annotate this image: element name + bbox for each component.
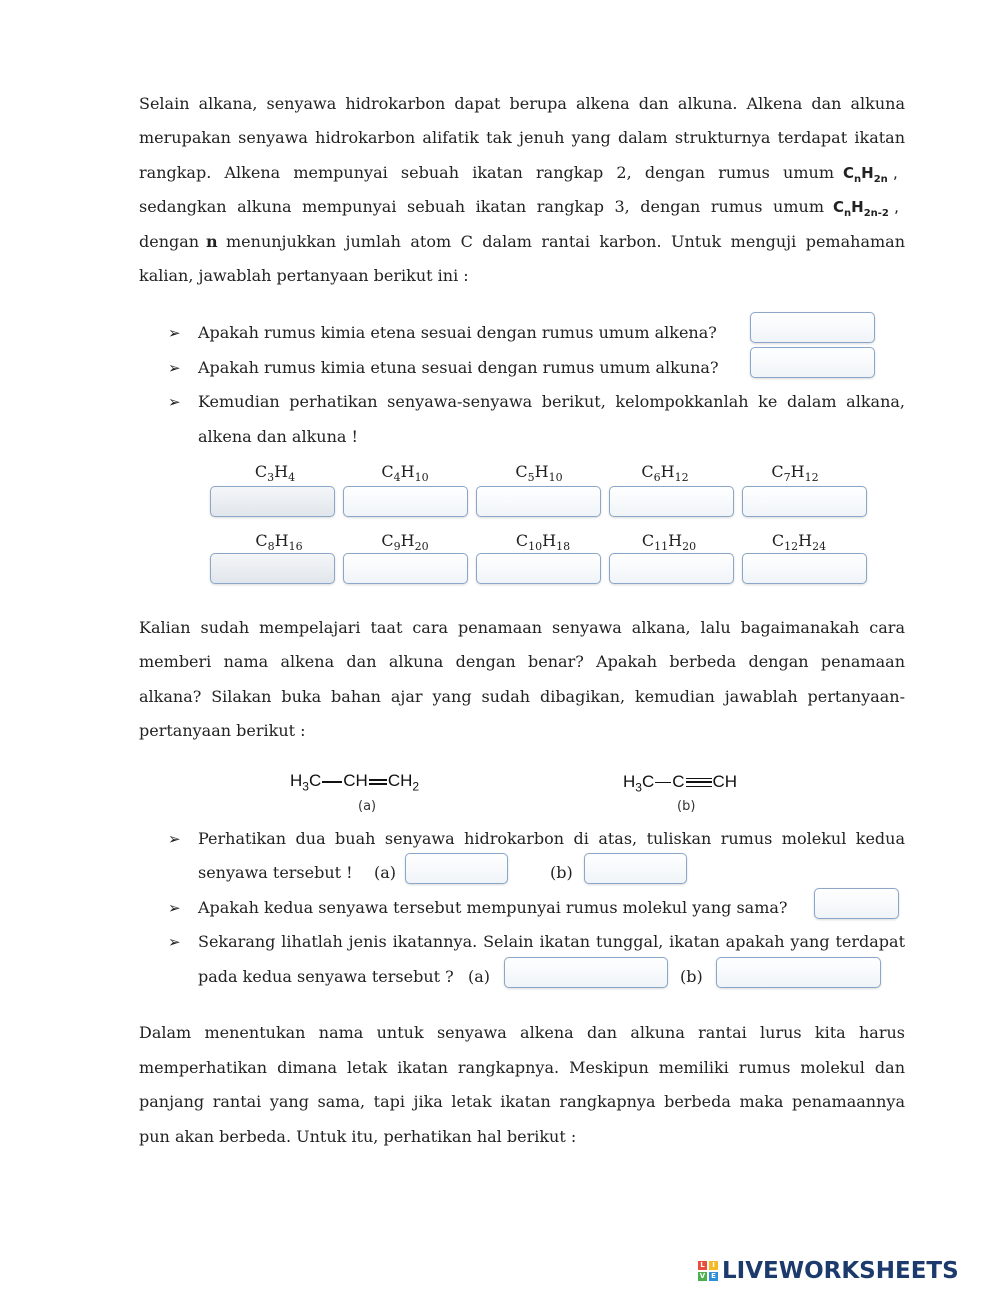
question-etuna: Apakah rumus kimia etuna sesuai dengan rumus umum alkuna? [198,358,719,377]
formula-label: $C_3H_4$ [254,462,296,485]
double-bond [369,779,387,785]
closing-line-1: Dalam menentukan nama untuk senyawa alkena dan alkuna rantai lurus kita harus [139,1023,905,1042]
question-formula-line-2: senyawa tersebut ! [198,863,353,882]
arrow-bullet-icon: ➢ [168,899,181,917]
formula-label: $C_{11}H_{20}$ [641,531,697,554]
classify-answer-input[interactable] [210,553,335,584]
same-formula-answer-input[interactable] [814,888,899,919]
classify-answer-input[interactable] [476,553,601,584]
structure-b-caption: (b) [677,799,696,814]
arrow-bullet-icon: ➢ [168,359,181,377]
closing-line-3: panjang rantai yang sama, tapi jika letak ikatan rangkapnya berbeda maka penamaannya [139,1092,905,1111]
answer-etuna-input[interactable] [750,347,875,378]
formula-label: $C_7H_{12}$ [771,462,819,485]
formula-label: $C_{10}H_{18}$ [515,531,571,554]
naming-line-4: pertanyaan berikut : [139,721,306,740]
molecular-formula-b-input[interactable] [584,853,687,884]
alkene-general-formula: $C_nH_{2n}$ , [843,164,898,185]
formula-label: $C_9H_{20}$ [381,531,429,554]
arrow-bullet-icon: ➢ [168,933,181,951]
structure-a-formula: $H_3C$ CH $CH_2$ [290,771,420,794]
intro-line-6: kalian, jawablah pertanyaan berikut ini : [139,266,469,285]
molecular-formula-a-input[interactable] [405,853,508,884]
formula-label: $C_5H_{10}$ [515,462,563,485]
bond-type-a-input[interactable] [504,957,668,988]
classify-answer-input[interactable] [742,486,867,517]
arrow-bullet-icon: ➢ [168,830,181,848]
question-formula-line-1: Perhatikan dua buah senyawa hidrokarbon di atas, tuliskan rumus molekul kedua [198,829,905,848]
arrow-bullet-icon: ➢ [168,393,181,411]
logo-block: L [698,1261,707,1270]
classify-answer-input[interactable] [609,553,734,584]
classify-answer-input[interactable] [343,486,468,517]
logo-text: LIVEWORKSHEETS [722,1258,959,1284]
classify-answer-input[interactable] [343,553,468,584]
intro-line-5-start: dengan [139,232,200,251]
formula-label: $C_4H_{10}$ [381,462,429,485]
label-a: (a) [374,863,397,882]
logo-block: I [709,1261,718,1270]
question-classify-line-2: alkena dan alkuna ! [198,427,358,446]
liveworksheets-logo[interactable] [698,1256,959,1286]
classify-answer-input[interactable] [742,553,867,584]
structure-a-caption: (a) [358,799,377,814]
formula-label: $C_6H_{12}$ [641,462,689,485]
classify-answer-input[interactable] [210,486,335,517]
classify-answer-input[interactable] [609,486,734,517]
bond-type-b-input[interactable] [716,957,881,988]
bond-label-a: (a) [468,967,491,986]
arrow-bullet-icon: ➢ [168,324,181,342]
n-symbol: n [206,232,218,251]
naming-line-3: alkana? Silakan buka bahan ajar yang sudah dibagikan, kemudian jawablah pertanyaan- [139,687,905,706]
structure-b-formula: $H_3C$ C CH [623,772,738,795]
question-etena: Apakah rumus kimia etena sesuai dengan rumus umum alkena? [198,323,717,342]
question-classify-line-1: Kemudian perhatikan senyawa-senyawa berikut, kelompokkanlah ke dalam alkana, [198,392,905,411]
bond-label-b: (b) [680,967,703,986]
single-bond [322,781,342,783]
closing-line-2: memperhatikan dimana letak ikatan rangkapnya. Meskipun memiliki rumus molekul dan [139,1058,905,1077]
triple-bond [686,778,712,787]
formula-label: $C_8H_{16}$ [255,531,303,554]
intro-line-4: sedangkan alkuna mempunyai sebuah ikatan rangkap 3, dengan rumus umum [139,197,824,216]
answer-etena-input[interactable] [750,312,875,343]
naming-line-2: memberi nama alkena dan alkuna dengan benar? Apakah berbeda dengan penamaan [139,652,905,671]
intro-line-3: rangkap. Alkena mempunyai sebuah ikatan rangkap 2, dengan rumus umum [139,163,834,182]
formula-label: $C_{12}H_{24}$ [771,531,827,554]
label-b: (b) [550,863,573,882]
classify-answer-input[interactable] [476,486,601,517]
question-bond-line-1: Sekarang lihatlah jenis ikatannya. Selain ikatan tunggal, ikatan apakah yang terdapat [198,932,905,951]
logo-block: E [709,1272,718,1281]
logo-blocks-icon [698,1261,718,1281]
closing-line-4: pun akan berbeda. Untuk itu, perhatikan hal berikut : [139,1127,577,1146]
question-bond-line-2: pada kedua senyawa tersebut ? [198,967,454,986]
intro-line-1: Selain alkana, senyawa hidrokarbon dapat berupa alkena dan alkuna. Alkena dan alkuna [139,94,905,113]
alkyne-general-formula: $C_nH_{2n-2}$ , [833,198,899,219]
intro-line-5-rest: menunjukkan jumlah atom C dalam rantai karbon. Untuk menguji pemahaman [226,232,905,251]
single-bond [655,782,671,784]
logo-block: V [699,1272,706,1280]
intro-line-2: merupakan senyawa hidrokarbon alifatik tak jenuh yang dalam strukturnya terdapat ikatan [139,128,905,147]
question-same-formula: Apakah kedua senyawa tersebut mempunyai rumus molekul yang sama? [198,898,788,917]
naming-line-1: Kalian sudah mempelajari taat cara penamaan senyawa alkana, lalu bagaimanakah cara [139,618,905,637]
